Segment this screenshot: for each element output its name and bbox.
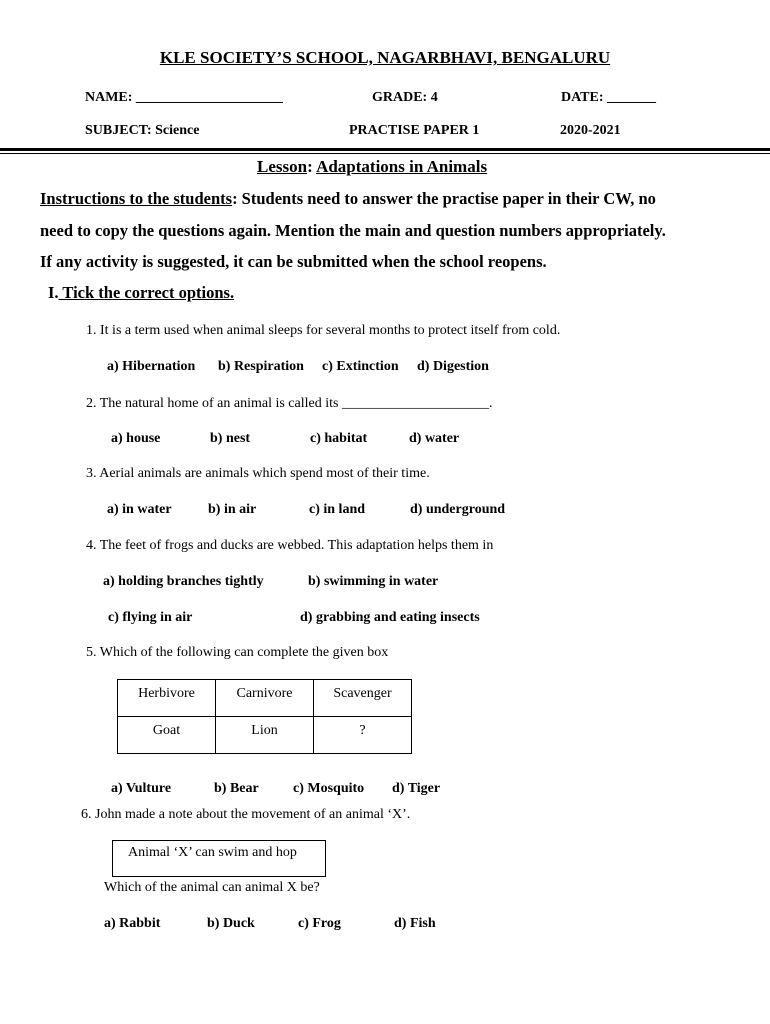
table-header-cell: Scavenger [314,680,412,717]
table-header-cell: Herbivore [118,680,216,717]
q2-option-b[interactable]: b) nest [210,431,251,446]
section-title: Tick the correct options. [58,283,235,302]
q4-option-a[interactable]: a) holding branches tightly [103,574,264,589]
instructions-line-2: need to copy the questions again. Mention the main and question numbers appropriately. [40,221,666,240]
q5-option-d[interactable]: d) Tiger [392,781,441,796]
q2-option-d[interactable]: d) water [409,431,460,446]
instructions-line-1 [40,189,656,209]
q5-option-a[interactable]: a) Vulture [111,781,172,796]
academic-year: 2020-2021 [560,123,621,138]
q2-option-c[interactable]: c) habitat [310,431,368,446]
q6-option-d[interactable]: d) Fish [394,916,436,931]
q1-option-b[interactable]: b) Respiration [218,359,304,374]
lesson-colon: : [307,157,313,176]
section-number: I. [48,283,59,302]
question-1-text: 1. It is a term used when animal sleeps for several months to protect itself from cold. [86,323,561,338]
section-heading [48,283,234,303]
header-divider-thick [0,148,770,151]
q6-option-c[interactable]: c) Frog [298,916,341,931]
question-4-text: 4. The feet of frogs and ducks are webbed. This adaptation helps them in [86,538,494,553]
q5-option-b[interactable]: b) Bear [214,781,259,796]
table-row [118,717,412,754]
table-cell: Goat [118,717,216,754]
school-title: KLE SOCIETY’S SCHOOL, NAGARBHAVI, BENGALURU [159,48,611,67]
lesson-title: Adaptations in Animals [316,157,488,176]
table-cell: ? [314,717,412,754]
question-2-text: 2. The natural home of an animal is called its _____________________. [86,396,493,411]
q3-option-d[interactable]: d) underground [410,502,506,517]
q6-option-b[interactable]: b) Duck [207,916,255,931]
paper-label: PRACTISE PAPER 1 [349,123,480,138]
category-table [117,679,412,754]
question-3-text: 3. Aerial animals are animals which spend most of their time. [86,466,430,481]
q4-option-d[interactable]: d) grabbing and eating insects [300,610,480,625]
q1-option-d[interactable]: d) Digestion [417,359,489,374]
instructions-line-3: If any activity is suggested, it can be submitted when the school reopens. [40,252,547,271]
instructions-text-1: : Students need to answer the practise paper in their CW, no [232,189,656,208]
lesson-heading [257,157,487,177]
q4-option-c[interactable]: c) flying in air [108,610,193,625]
subject-label: SUBJECT: Science [85,123,200,138]
table-header-row [118,680,412,717]
table-cell: Lion [216,717,314,754]
table-header-cell: Carnivore [216,680,314,717]
instructions-label: Instructions to the students [40,189,233,208]
grade-label: GRADE: 4 [372,90,438,105]
q4-option-b[interactable]: b) swimming in water [308,574,439,589]
question-6-text: 6. John made a note about the movement of an animal ‘X’. [81,807,411,822]
q1-option-c[interactable]: c) Extinction [322,359,399,374]
header-divider-thin [0,153,770,154]
q5-option-c[interactable]: c) Mosquito [293,781,365,796]
q2-option-a[interactable]: a) house [111,431,161,446]
name-field-label: NAME: _____________________ [85,90,283,105]
question-5-text: 5. Which of the following can complete the given box [86,645,389,660]
lesson-label: Lesson [257,157,308,176]
q3-option-a[interactable]: a) in water [107,502,172,517]
q3-option-b[interactable]: b) in air [208,502,257,517]
q3-option-c[interactable]: c) in land [309,502,366,517]
note-box [112,840,326,877]
date-field-label: DATE: _______ [561,90,657,105]
note-text: Animal ‘X’ can swim and hop [128,845,297,860]
q6-option-a[interactable]: a) Rabbit [104,916,161,931]
q1-option-a[interactable]: a) Hibernation [107,359,196,374]
question-6-subquestion: Which of the animal can animal X be? [104,880,320,895]
